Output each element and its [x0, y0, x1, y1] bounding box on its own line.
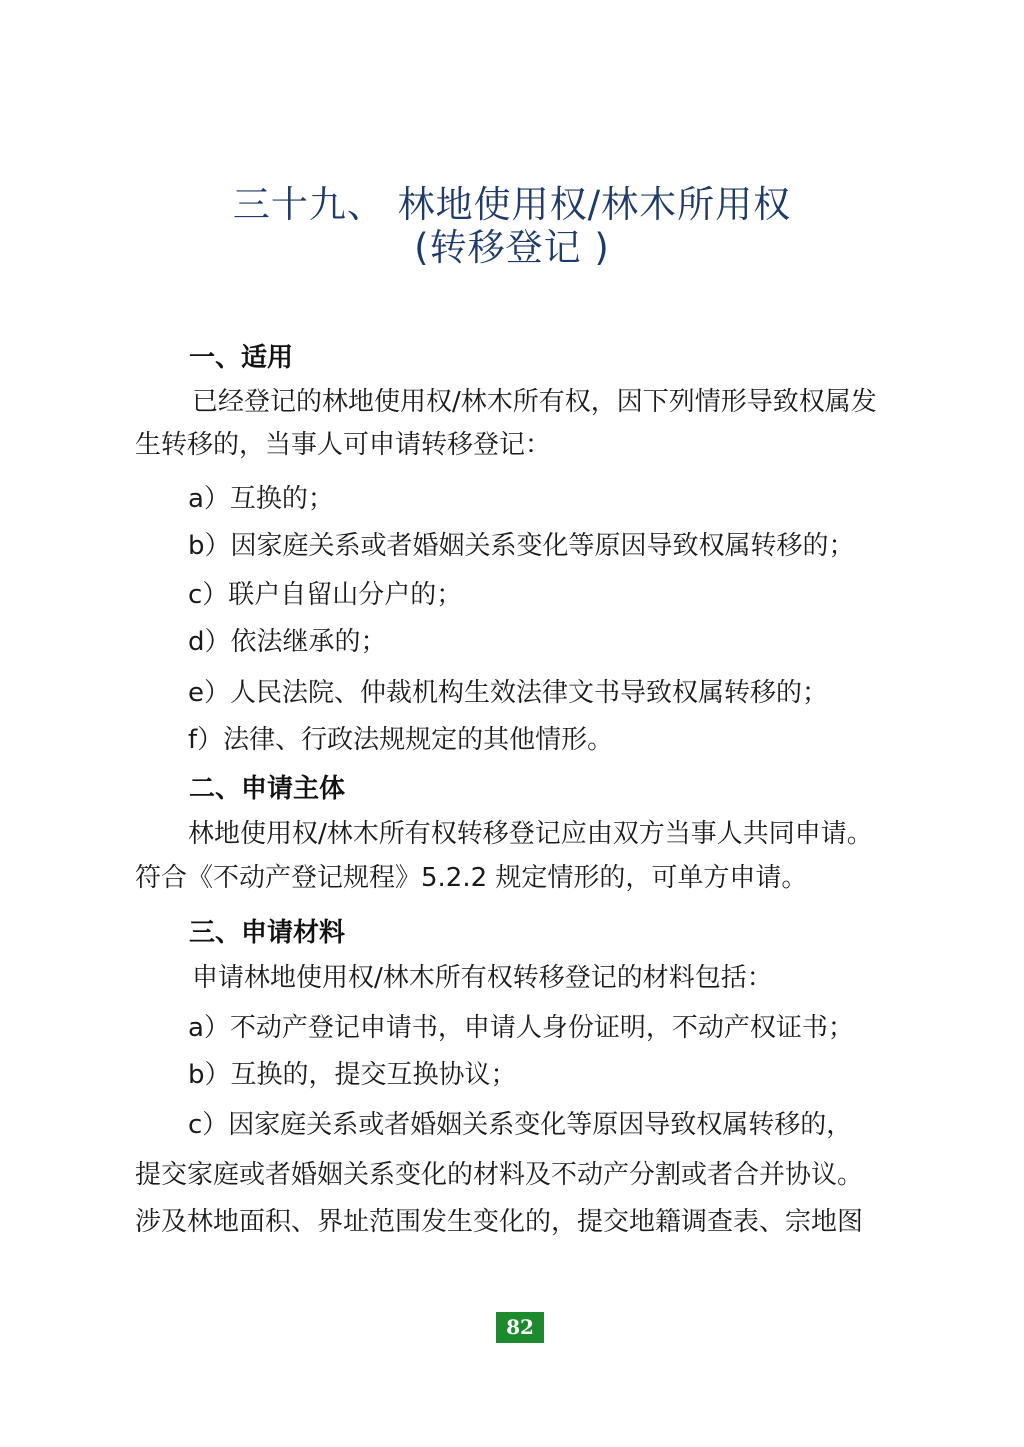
materials-item: a）不动产登记申请书，申请人身份证明，不动产权证书；	[188, 1013, 854, 1043]
materials-item: b）互换的，提交互换协议；	[188, 1060, 517, 1090]
page-title-line-1: 三十九、 林地使用权/林木所用权	[232, 183, 792, 226]
applicability-intro-line-2: 生转移的，当事人可申请转移登记：	[135, 430, 552, 460]
applicability-item: f）法律、行政法规规定的其他情形。	[188, 725, 614, 755]
section-heading-applicability: 一、适用	[189, 343, 294, 373]
applicability-item: d）依法继承的；	[188, 627, 387, 657]
section-heading-materials: 三、申请材料	[189, 918, 346, 948]
applicability-item: b）因家庭关系或者婚姻关系变化等原因导致权属转移的；	[188, 531, 855, 561]
section-heading-applicant: 二、申请主体	[189, 774, 346, 804]
applicability-item: c）联户自留山分户的；	[188, 580, 463, 610]
applicability-item: a）互换的；	[188, 484, 334, 514]
materials-item-continued: 涉及林地面积、界址范围发生变化的，提交地籍调查表、宗地图	[135, 1207, 864, 1237]
page-number-badge: 82	[496, 1312, 544, 1343]
page-title-line-2: (转移登记 )	[414, 226, 610, 269]
applicability-item: e）人民法院、仲裁机构生效法律文书导致权属转移的；	[188, 678, 828, 708]
applicant-line-2: 符合《不动产登记规程》5.2.2 规定情形的，可单方申请。	[135, 863, 808, 893]
applicant-line-1: 林地使用权/林木所有权转移登记应由双方当事人共同申请。	[188, 819, 873, 849]
materials-item-continued: 提交家庭或者婚姻关系变化的材料及不动产分割或者合并协议。	[135, 1160, 864, 1190]
materials-intro: 申请林地使用权/林木所有权转移登记的材料包括：	[192, 963, 773, 993]
applicability-intro-line-1: 已经登记的林地使用权/林木所有权，因下列情形导致权属发	[192, 387, 877, 417]
materials-item: c）因家庭关系或者婚姻关系变化等原因导致权属转移的，	[188, 1110, 853, 1140]
